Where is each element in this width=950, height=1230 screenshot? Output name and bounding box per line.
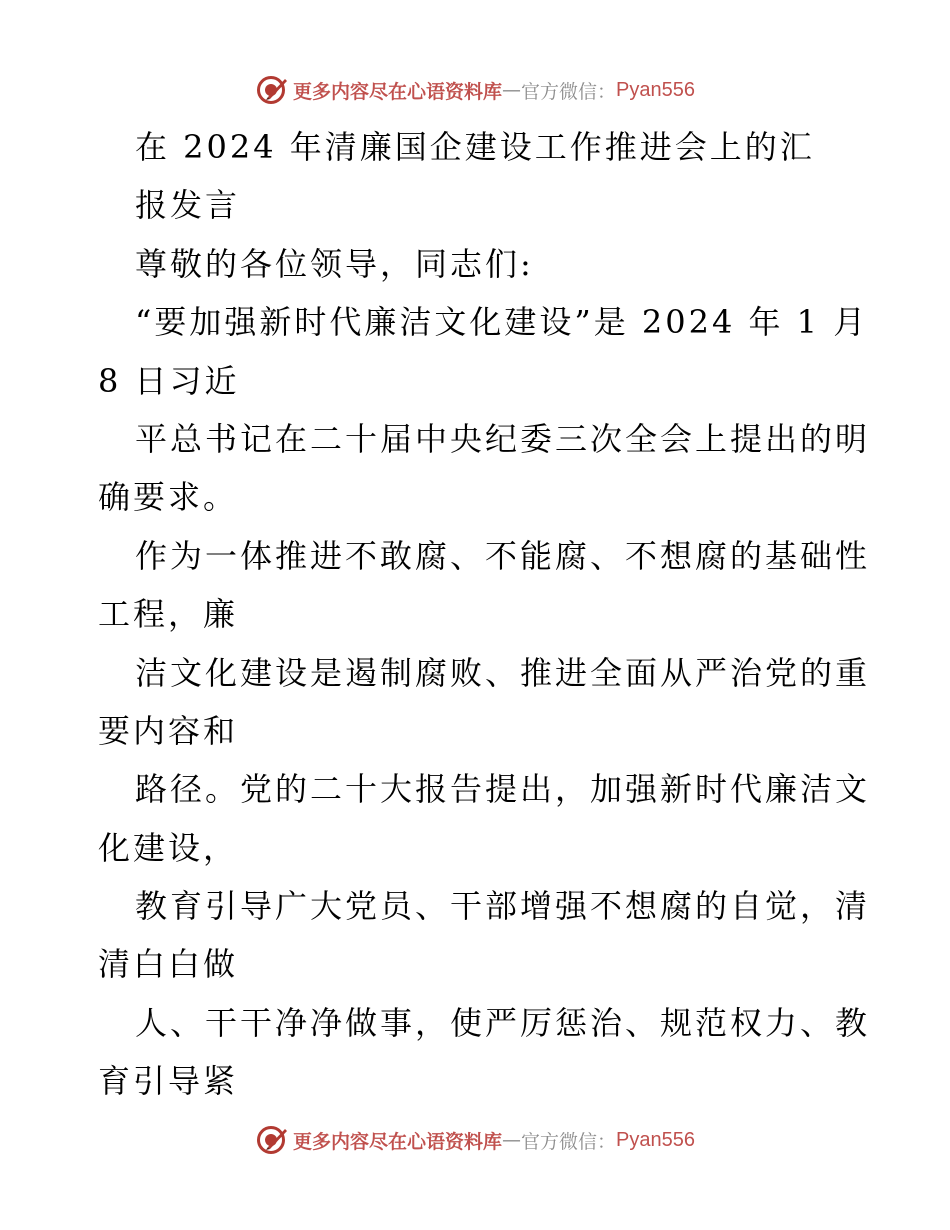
title-line-2: 报发言 bbox=[135, 186, 241, 225]
text-line: 人、干干净净做事，使严厉惩治、规范权力、教 bbox=[135, 1003, 871, 1042]
text-line: 作为一体推进不敢腐、不能腐、不想腐的基础性 bbox=[135, 536, 871, 575]
document-body bbox=[98, 118, 871, 1111]
pen-logo-icon bbox=[255, 1123, 289, 1157]
text-line: 化建设， bbox=[98, 828, 239, 867]
text-line: 要内容和 bbox=[98, 711, 239, 750]
text-line: 8 日习近 bbox=[98, 361, 240, 400]
text-line: “要加强新时代廉洁文化建设”是 2024 年 1 月 bbox=[135, 303, 869, 342]
title-line-1: 在 2024 年清廉国企建设工作推进会上的汇 bbox=[135, 128, 815, 166]
text-line: 平总书记在二十届中央纪委三次全会上提出的明 bbox=[135, 419, 871, 458]
header-watermark bbox=[0, 70, 950, 110]
footer-watermark bbox=[0, 1120, 950, 1160]
wechat-id: Pyan556 bbox=[616, 1128, 695, 1151]
brand-text: 更多内容尽在心语资料库 bbox=[293, 1130, 503, 1153]
wechat-label: 官方微信： bbox=[521, 1130, 617, 1153]
text-line: 路径。党的二十大报告提出，加强新时代廉洁文 bbox=[135, 770, 871, 809]
text-line: 清白白做 bbox=[98, 945, 239, 984]
text-line: 教育引导广大党员、干部增强不想腐的自觉，清 bbox=[135, 887, 871, 926]
brand-dash: — bbox=[502, 1129, 522, 1151]
text-line: 洁文化建设是遏制腐败、推进全面从严治党的重 bbox=[135, 653, 871, 692]
text-line: 工程，廉 bbox=[98, 595, 239, 634]
brand-text: 更多内容尽在心语资料库 bbox=[293, 80, 503, 103]
text-line: 确要求。 bbox=[98, 478, 239, 517]
pen-logo-icon bbox=[255, 73, 289, 107]
wechat-label: 官方微信： bbox=[521, 80, 617, 103]
salutation-line: 尊敬的各位领导，同志们: bbox=[135, 244, 534, 283]
brand-dash: — bbox=[502, 79, 522, 101]
wechat-id: Pyan556 bbox=[616, 78, 695, 101]
text-line: 育引导紧 bbox=[98, 1062, 239, 1101]
